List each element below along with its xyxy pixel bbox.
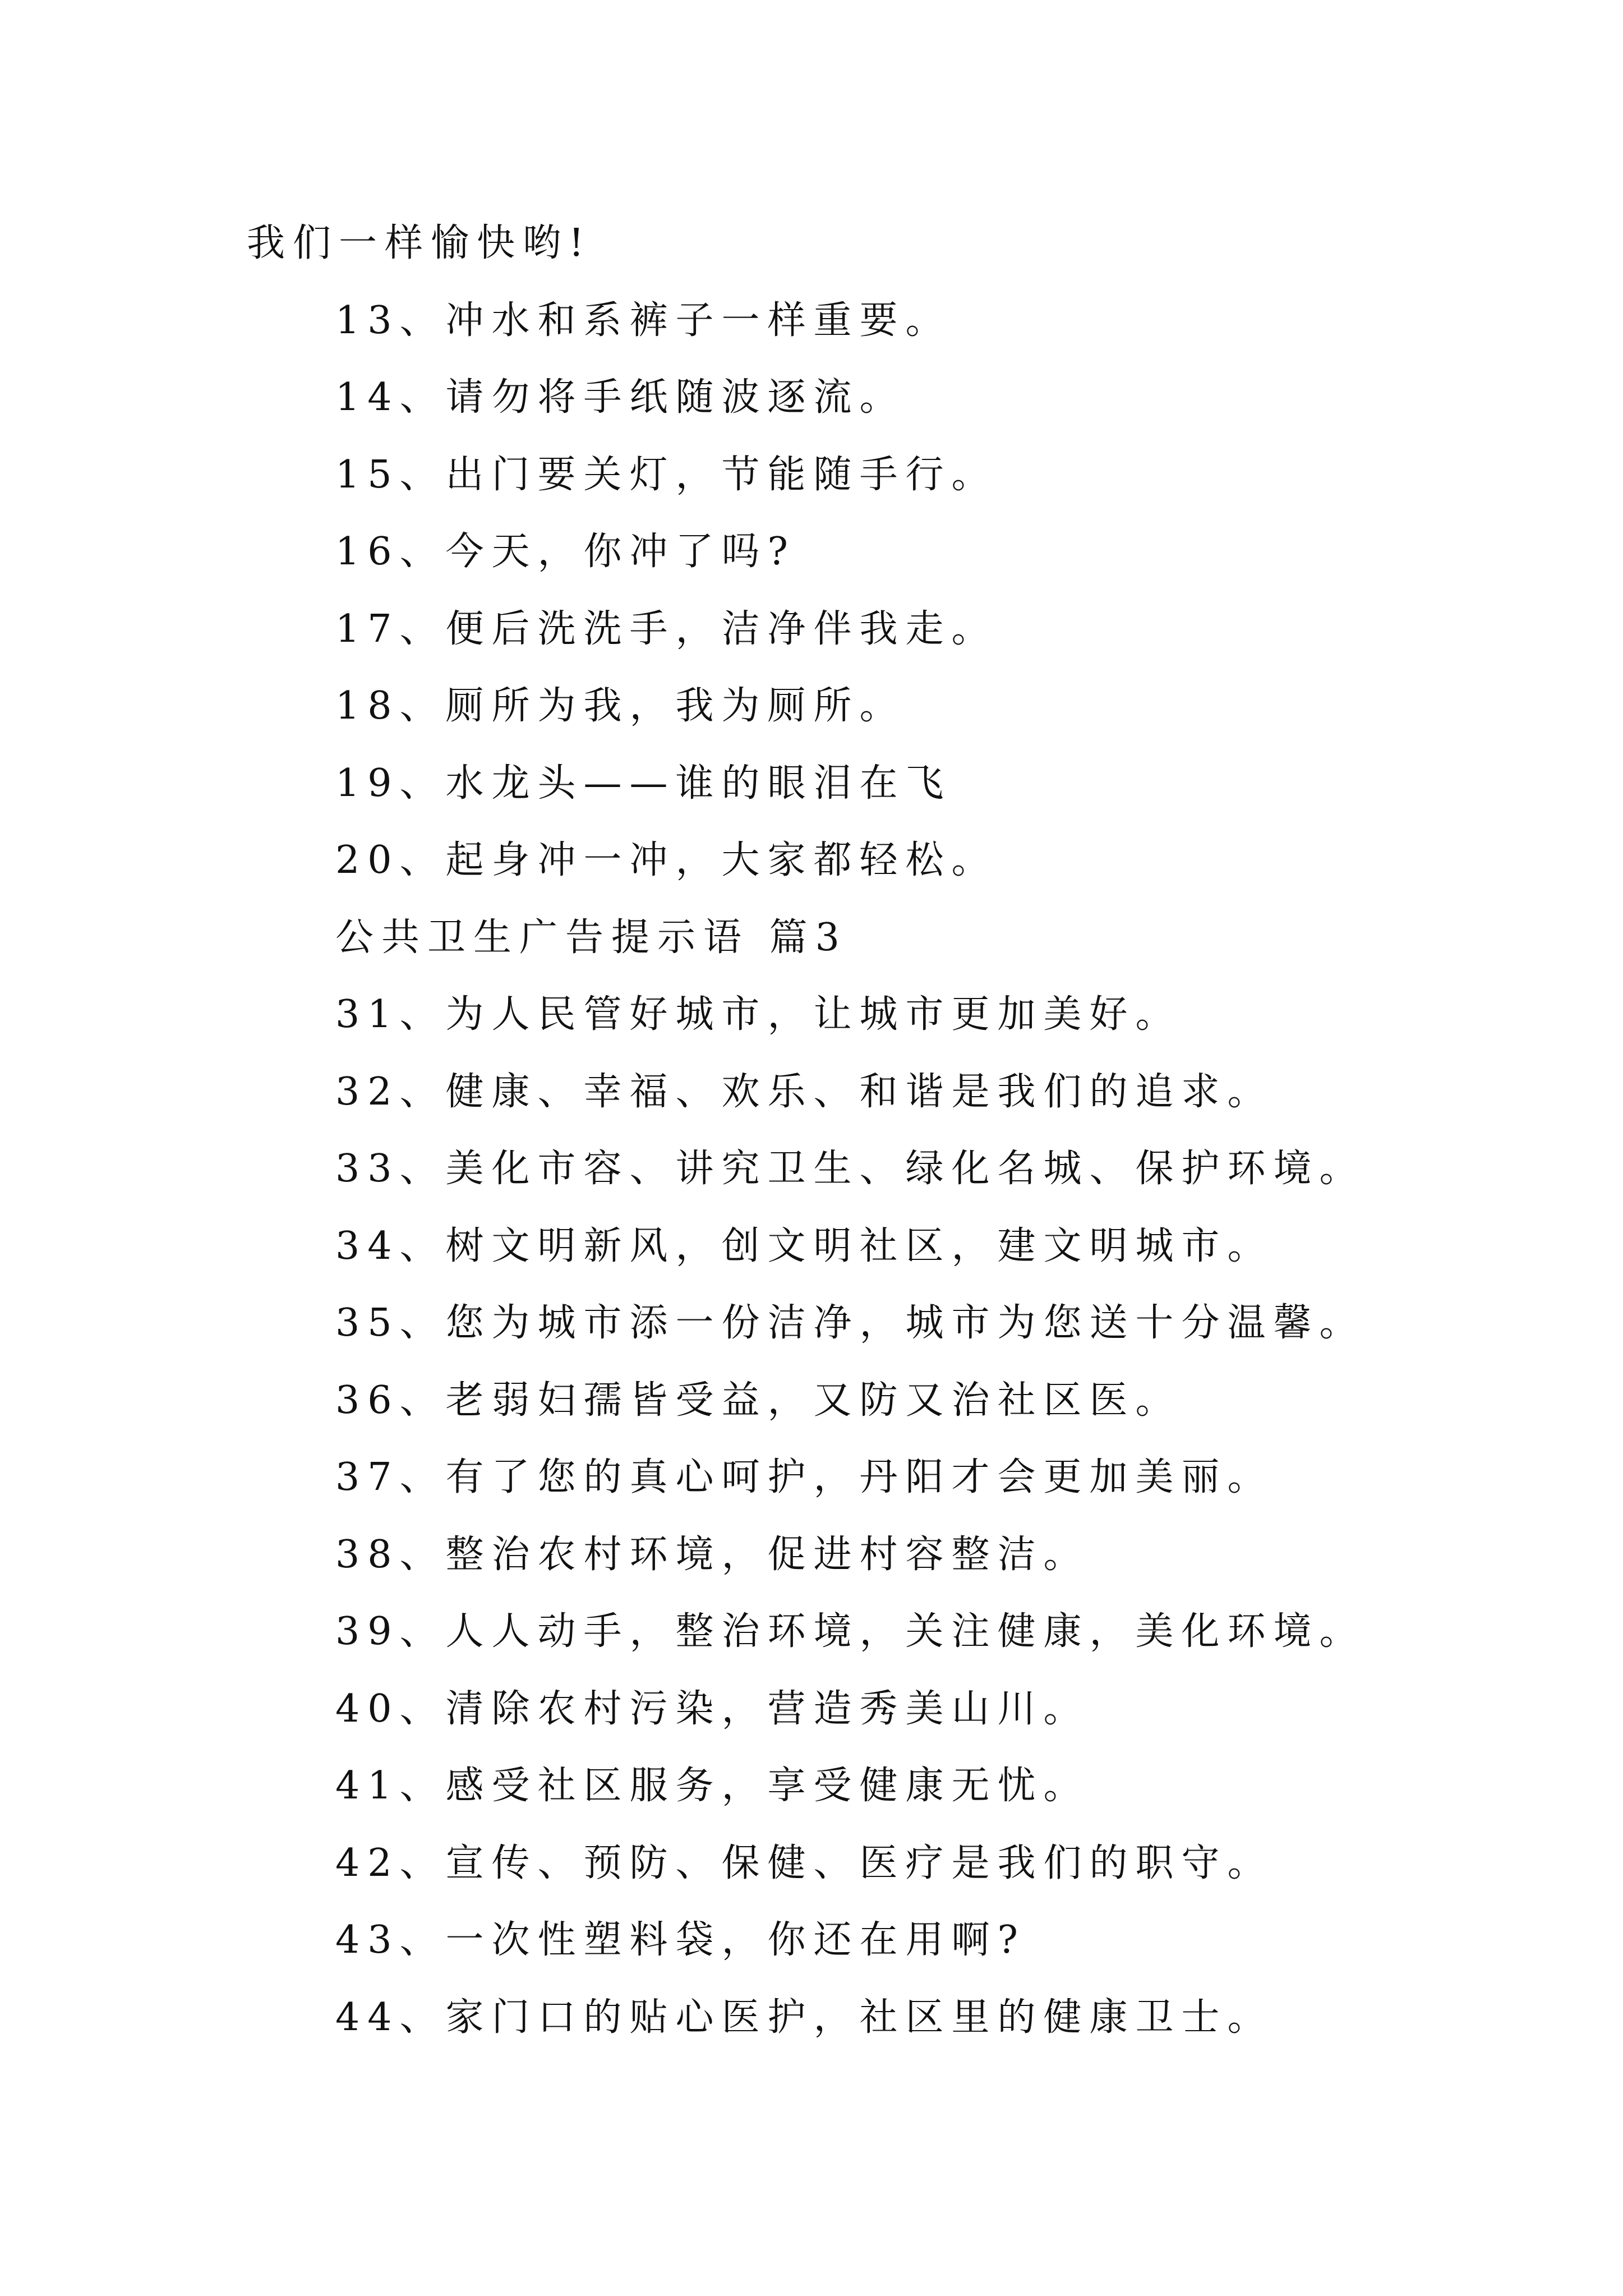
list-item: 43、一次性塑料袋，你还在用啊? <box>335 1918 1026 1962</box>
list-item: 20、起身冲一冲，大家都轻松。 <box>335 838 998 882</box>
list-item: 35、您为城市添一份洁净，城市为您送十分温馨。 <box>335 1301 1366 1345</box>
list-item: 40、清除农村污染，营造秀美山川。 <box>335 1687 1090 1731</box>
list-item: 38、整治农村环境，促进村容整洁。 <box>335 1533 1090 1577</box>
list-item: 41、感受社区服务，享受健康无忧。 <box>335 1764 1090 1808</box>
list-item: 13、冲水和系裤子一样重要。 <box>335 298 952 343</box>
list-item: 16、今天，你冲了吗? <box>335 530 796 574</box>
list-item: 34、树文明新风，创文明社区，建文明城市。 <box>335 1224 1274 1268</box>
list-item: 39、人人动手，整治环境，关注健康，美化环境。 <box>335 1609 1366 1654</box>
list-item: 31、为人民管好城市，让城市更加美好。 <box>335 992 1182 1037</box>
list-item: 17、便后洗洗手，洁净伴我走。 <box>335 607 998 651</box>
list-item: 42、宣传、预防、保健、医疗是我们的职守。 <box>335 1841 1274 1885</box>
list-item: 15、出门要关灯，节能随手行。 <box>335 453 998 497</box>
list-item: 33、美化市容、讲究卫生、绿化名城、保护环境。 <box>335 1147 1366 1191</box>
list-item: 18、厕所为我，我为厕所。 <box>335 684 906 728</box>
list-item: 19、水龙头——谁的眼泪在飞 <box>335 761 952 806</box>
list-item: 32、健康、幸福、欢乐、和谐是我们的追求。 <box>335 1070 1274 1114</box>
list-item: 44、家门口的贴心医护，社区里的健康卫士。 <box>335 1995 1274 2040</box>
continuation-text: 我们一样愉快哟! <box>247 221 592 265</box>
list-item: 14、请勿将手纸随波逐流。 <box>335 375 906 420</box>
section-heading: 公共卫生广告提示语 篇3 <box>335 915 847 960</box>
list-item: 37、有了您的真心呵护，丹阳才会更加美丽。 <box>335 1455 1274 1499</box>
list-item: 36、老弱妇孺皆受益，又防又治社区医。 <box>335 1378 1182 1423</box>
